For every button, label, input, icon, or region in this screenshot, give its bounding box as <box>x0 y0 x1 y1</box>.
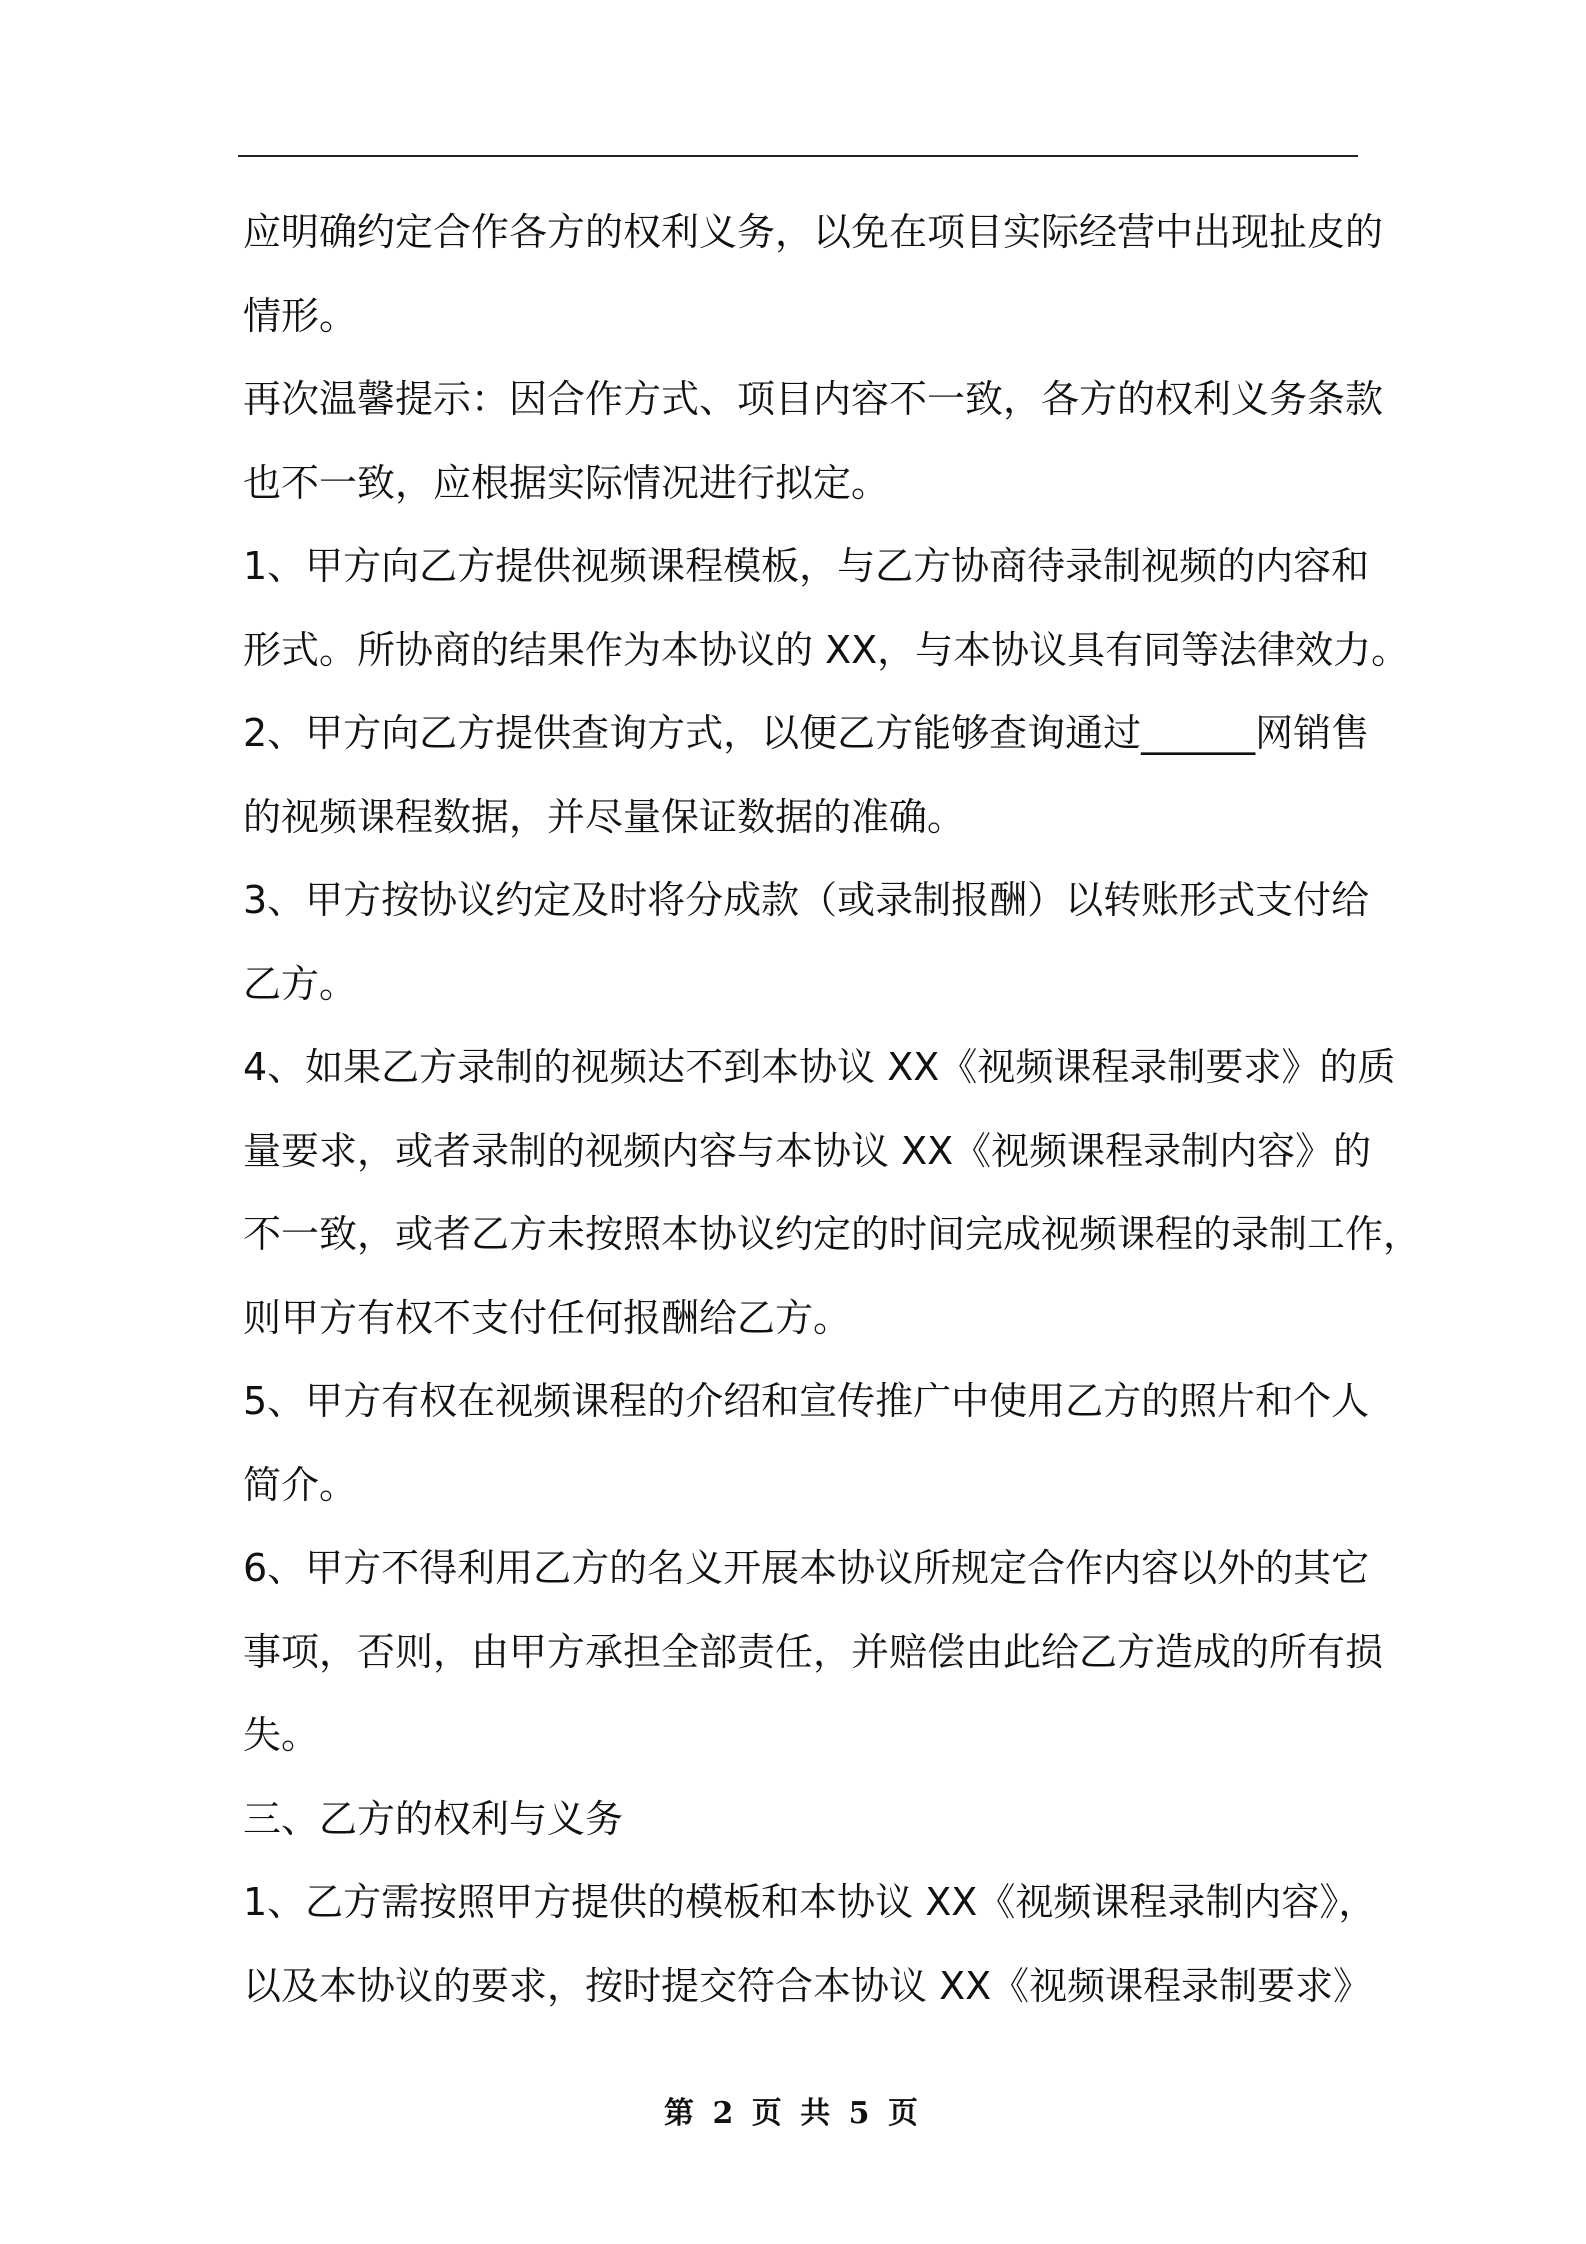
text-line: 1、乙方需按照甲方提供的模板和本协议 XX《视频课程录制内容》， <box>243 1880 1377 1924</box>
text-line: 事项，否则，由甲方承担全部责任，并赔偿由此给乙方造成的所有损 <box>243 1629 1384 1674</box>
text-line: 1、甲方向乙方提供视频课程模板，与乙方协商待录制视频的内容和 <box>243 544 1370 588</box>
text-line: 则甲方有权不支付任何报酬给乙方。 <box>243 1295 852 1340</box>
text-line: 3、甲方按协议约定及时将分成款（或录制报酬）以转账形式支付给 <box>243 878 1370 922</box>
text-line: 再次温馨提示：因合作方式、项目内容不一致，各方的权利义务条款 <box>243 377 1384 421</box>
text-line: 2、甲方向乙方提供查询方式，以便乙方能够查询通过______网销售 <box>243 711 1370 755</box>
text-line: 也不一致，应根据实际情况进行拟定。 <box>243 460 890 505</box>
text-line: 简介。 <box>243 1462 358 1507</box>
text-line: 情形。 <box>243 293 358 338</box>
text-line: 失。 <box>243 1713 320 1757</box>
text-line: 的视频课程数据，并尽量保证数据的准确。 <box>243 794 966 839</box>
text-line: 6、甲方不得利用乙方的名义开展本协议所规定合作内容以外的其它 <box>243 1546 1370 1590</box>
page-number: 第 2 页 共 5 页 <box>664 2096 922 2131</box>
text-line: 5、甲方有权在视频课程的介绍和宣传推广中使用乙方的照片和个人 <box>243 1379 1370 1423</box>
text-line: 形式。所协商的结果作为本协议的 XX，与本协议具有同等法律效力。 <box>243 627 1410 672</box>
header-rule <box>238 155 1358 157</box>
text-line: 不一致，或者乙方未按照本协议约定的时间完成视频课程的录制工作， <box>243 1212 1422 1256</box>
section-heading: 三、乙方的权利与义务 <box>243 1796 624 1841</box>
text-line: 应明确约定合作各方的权利义务，以免在项目实际经营中出现扯皮的 <box>243 210 1384 254</box>
text-line: 以及本协议的要求，按时提交符合本协议 XX《视频课程录制要求》 <box>243 1963 1372 2008</box>
document-body <box>243 198 1422 2035</box>
text-line: 量要求，或者录制的视频内容与本协议 XX《视频课程录制内容》的 <box>243 1128 1372 1173</box>
text-line: 4、如果乙方录制的视频达不到本协议 XX《视频课程录制要求》的质 <box>243 1045 1396 1089</box>
text-line: 乙方。 <box>243 961 358 1006</box>
